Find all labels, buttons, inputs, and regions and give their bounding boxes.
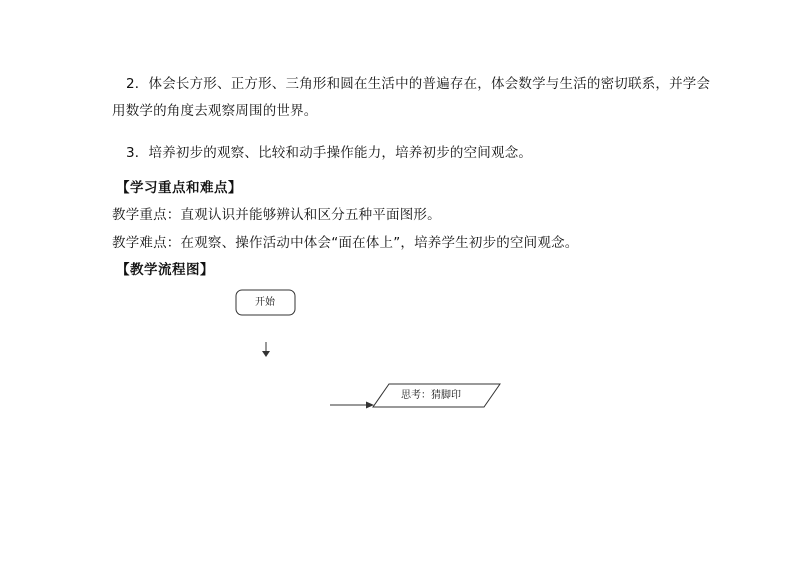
start-label: 开始 bbox=[255, 297, 275, 308]
objective-item-2-line-2: 用数学的角度去观察周围的世界。 bbox=[112, 103, 318, 119]
flowchart-heading: 【教学流程图】 bbox=[116, 262, 214, 278]
teaching-focus: 教学重点：直观认识并能够辨认和区分五种平面图形。 bbox=[112, 207, 441, 223]
key-points-heading: 【学习重点和难点】 bbox=[116, 180, 242, 196]
objective-item-3: 3．培养初步的观察、比较和动手操作能力，培养初步的空间观念。 bbox=[126, 145, 533, 161]
teaching-difficulty: 教学难点：在观察、操作活动中体会“面在体上”，培养学生初步的空间观念。 bbox=[112, 235, 579, 251]
objective-item-2-line-1: 2．体会长方形、正方形、三角形和圆在生活中的普遍存在，体会数学与生活的密切联系，并学会 bbox=[126, 76, 711, 92]
down-arrow-head bbox=[262, 351, 270, 357]
think-label: 思考：猜脚印 bbox=[401, 390, 461, 401]
